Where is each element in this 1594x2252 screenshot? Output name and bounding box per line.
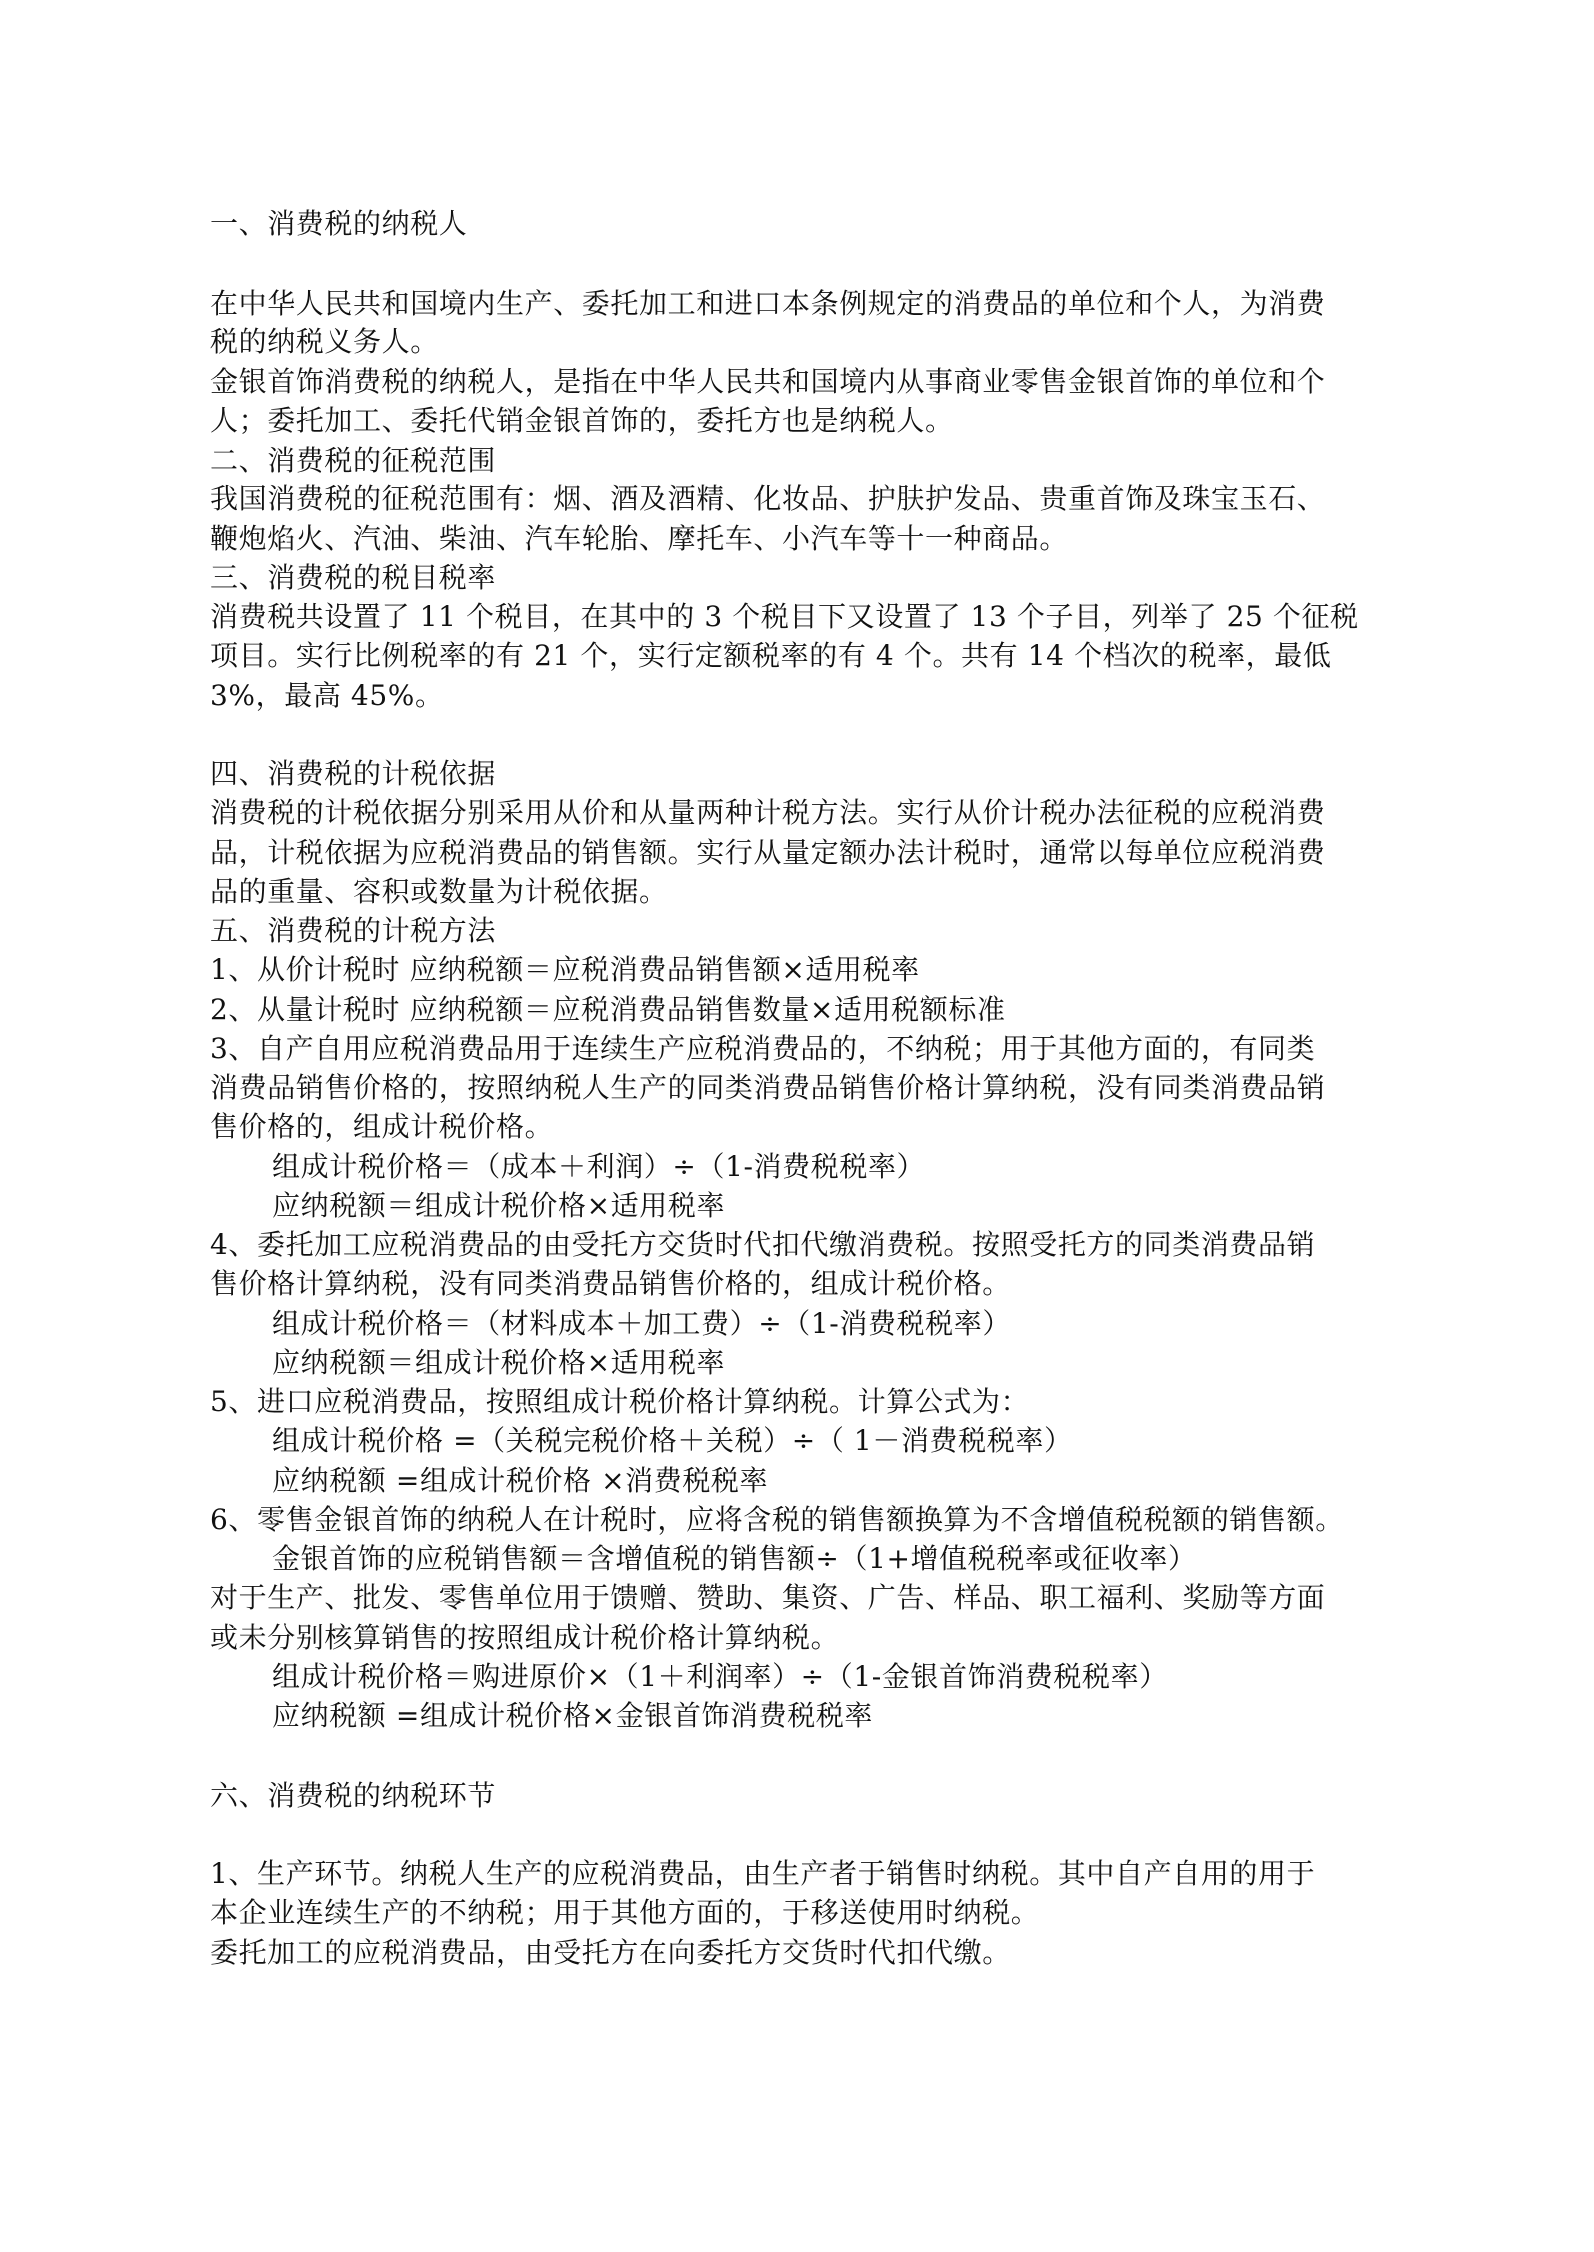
paragraph-line: 鞭炮焰火、汽油、柴油、汽车轮胎、摩托车、小汽车等十一种商品。 [210,522,1069,555]
section-heading-method: 五、消费税的计税方法 [210,914,497,947]
paragraph-line: 消费品销售价格的，按照纳税人生产的同类消费品销售价格计算纳税，没有同类消费品销 [210,1071,1326,1104]
paragraph-line: 金银首饰消费税的纳税人，是指在中华人民共和国境内从事商业零售金银首饰的单位和个 [210,365,1326,398]
paragraph-line: 项目。实行比例税率的有 21 个，实行定额税率的有 4 个。共有 14 个档次的税率，最低 [210,639,1332,672]
paragraph-line: 消费税共设置了 11 个税目，在其中的 3 个税目下又设置了 13 个子目，列举了 25 个征税 [210,600,1359,633]
formula-line: 组成计税价格＝购进原价×（1＋利润率）÷（1-金银首饰消费税税率） [272,1660,1168,1693]
paragraph-line: 品的重量、容积或数量为计税依据。 [210,875,668,908]
paragraph-line: 1、生产环节。纳税人生产的应税消费品，由生产者于销售时纳税。其中自产自用的用于 [210,1857,1316,1890]
formula-line: 应纳税额＝组成计税价格×适用税率 [272,1189,726,1222]
paragraph-line: 品，计税依据为应税消费品的销售额。实行从量定额办法计税时，通常以每单位应税消费 [210,836,1326,869]
paragraph-line: 人；委托加工、委托代销金银首饰的，委托方也是纳税人。 [210,404,954,437]
formula-line: 金银首饰的应税销售额＝含增值税的销售额÷（1+增值税税率或征收率） [272,1542,1197,1575]
paragraph-line: 6、零售金银首饰的纳税人在计税时，应将含税的销售额换算为不含增值税税额的销售额。 [210,1503,1344,1536]
paragraph-line: 本企业连续生产的不纳税；用于其他方面的，于移送使用时纳税。 [210,1896,1040,1929]
paragraph-line: 在中华人民共和国境内生产、委托加工和进口本条例规定的消费品的单位和个人，为消费 [210,287,1326,320]
paragraph-line: 售价格的，组成计税价格。 [210,1110,554,1143]
paragraph-line: 税的纳税义务人。 [210,325,439,358]
paragraph-line: 4、委托加工应税消费品的由受托方交货时代扣代缴消费税。按照受托方的同类消费品销 [210,1228,1316,1261]
paragraph-line: 或未分别核算销售的按照组成计税价格计算纳税。 [210,1621,840,1654]
section-heading-rates: 三、消费税的税目税率 [210,561,497,594]
paragraph-line: 消费税的计税依据分别采用从价和从量两种计税方法。实行从价计税办法征税的应税消费 [210,796,1326,829]
paragraph-line: 3%，最高 45%。 [210,679,444,712]
formula-line: 组成计税价格＝（材料成本＋加工费）÷（1-消费税税率） [272,1307,1011,1340]
paragraph-line: 委托加工的应税消费品，由受托方在向委托方交货时代扣代缴。 [210,1936,1011,1969]
section-heading-scope: 二、消费税的征税范围 [210,444,497,477]
formula-line: 组成计税价格＝（成本＋利润）÷（1-消费税税率） [272,1150,926,1183]
paragraph-line: 对于生产、批发、零售单位用于馈赠、赞助、集资、广告、样品、职工福利、奖励等方面 [210,1581,1326,1614]
paragraph-line: 5、进口应税消费品，按照组成计税价格计算纳税。计算公式为： [210,1385,1030,1418]
formula-line: 应纳税额 =组成计税价格 ×消费税税率 [272,1464,769,1497]
formula-line: 组成计税价格 =（关税完税价格＋关税）÷（ 1－消费税税率） [272,1424,1073,1457]
paragraph-line: 2、从量计税时 应纳税额＝应税消费品销售数量×适用税额标准 [210,993,1006,1026]
paragraph-line: 我国消费税的征税范围有：烟、酒及酒精、化妆品、护肤护发品、贵重首饰及珠宝玉石、 [210,482,1326,515]
formula-line: 应纳税额＝组成计税价格×适用税率 [272,1346,726,1379]
section-heading-basis: 四、消费税的计税依据 [210,757,497,790]
paragraph-line: 1、从价计税时 应纳税额＝应税消费品销售额×适用税率 [210,953,920,986]
paragraph-line: 3、自产自用应税消费品用于连续生产应税消费品的，不纳税；用于其他方面的，有同类 [210,1032,1316,1065]
section-heading-stage: 六、消费税的纳税环节 [210,1779,497,1812]
section-heading-taxpayer: 一、消费税的纳税人 [210,207,468,240]
formula-line: 应纳税额 =组成计税价格×金银首饰消费税税率 [272,1699,874,1732]
paragraph-line: 售价格计算纳税，没有同类消费品销售价格的，组成计税价格。 [210,1267,1011,1300]
